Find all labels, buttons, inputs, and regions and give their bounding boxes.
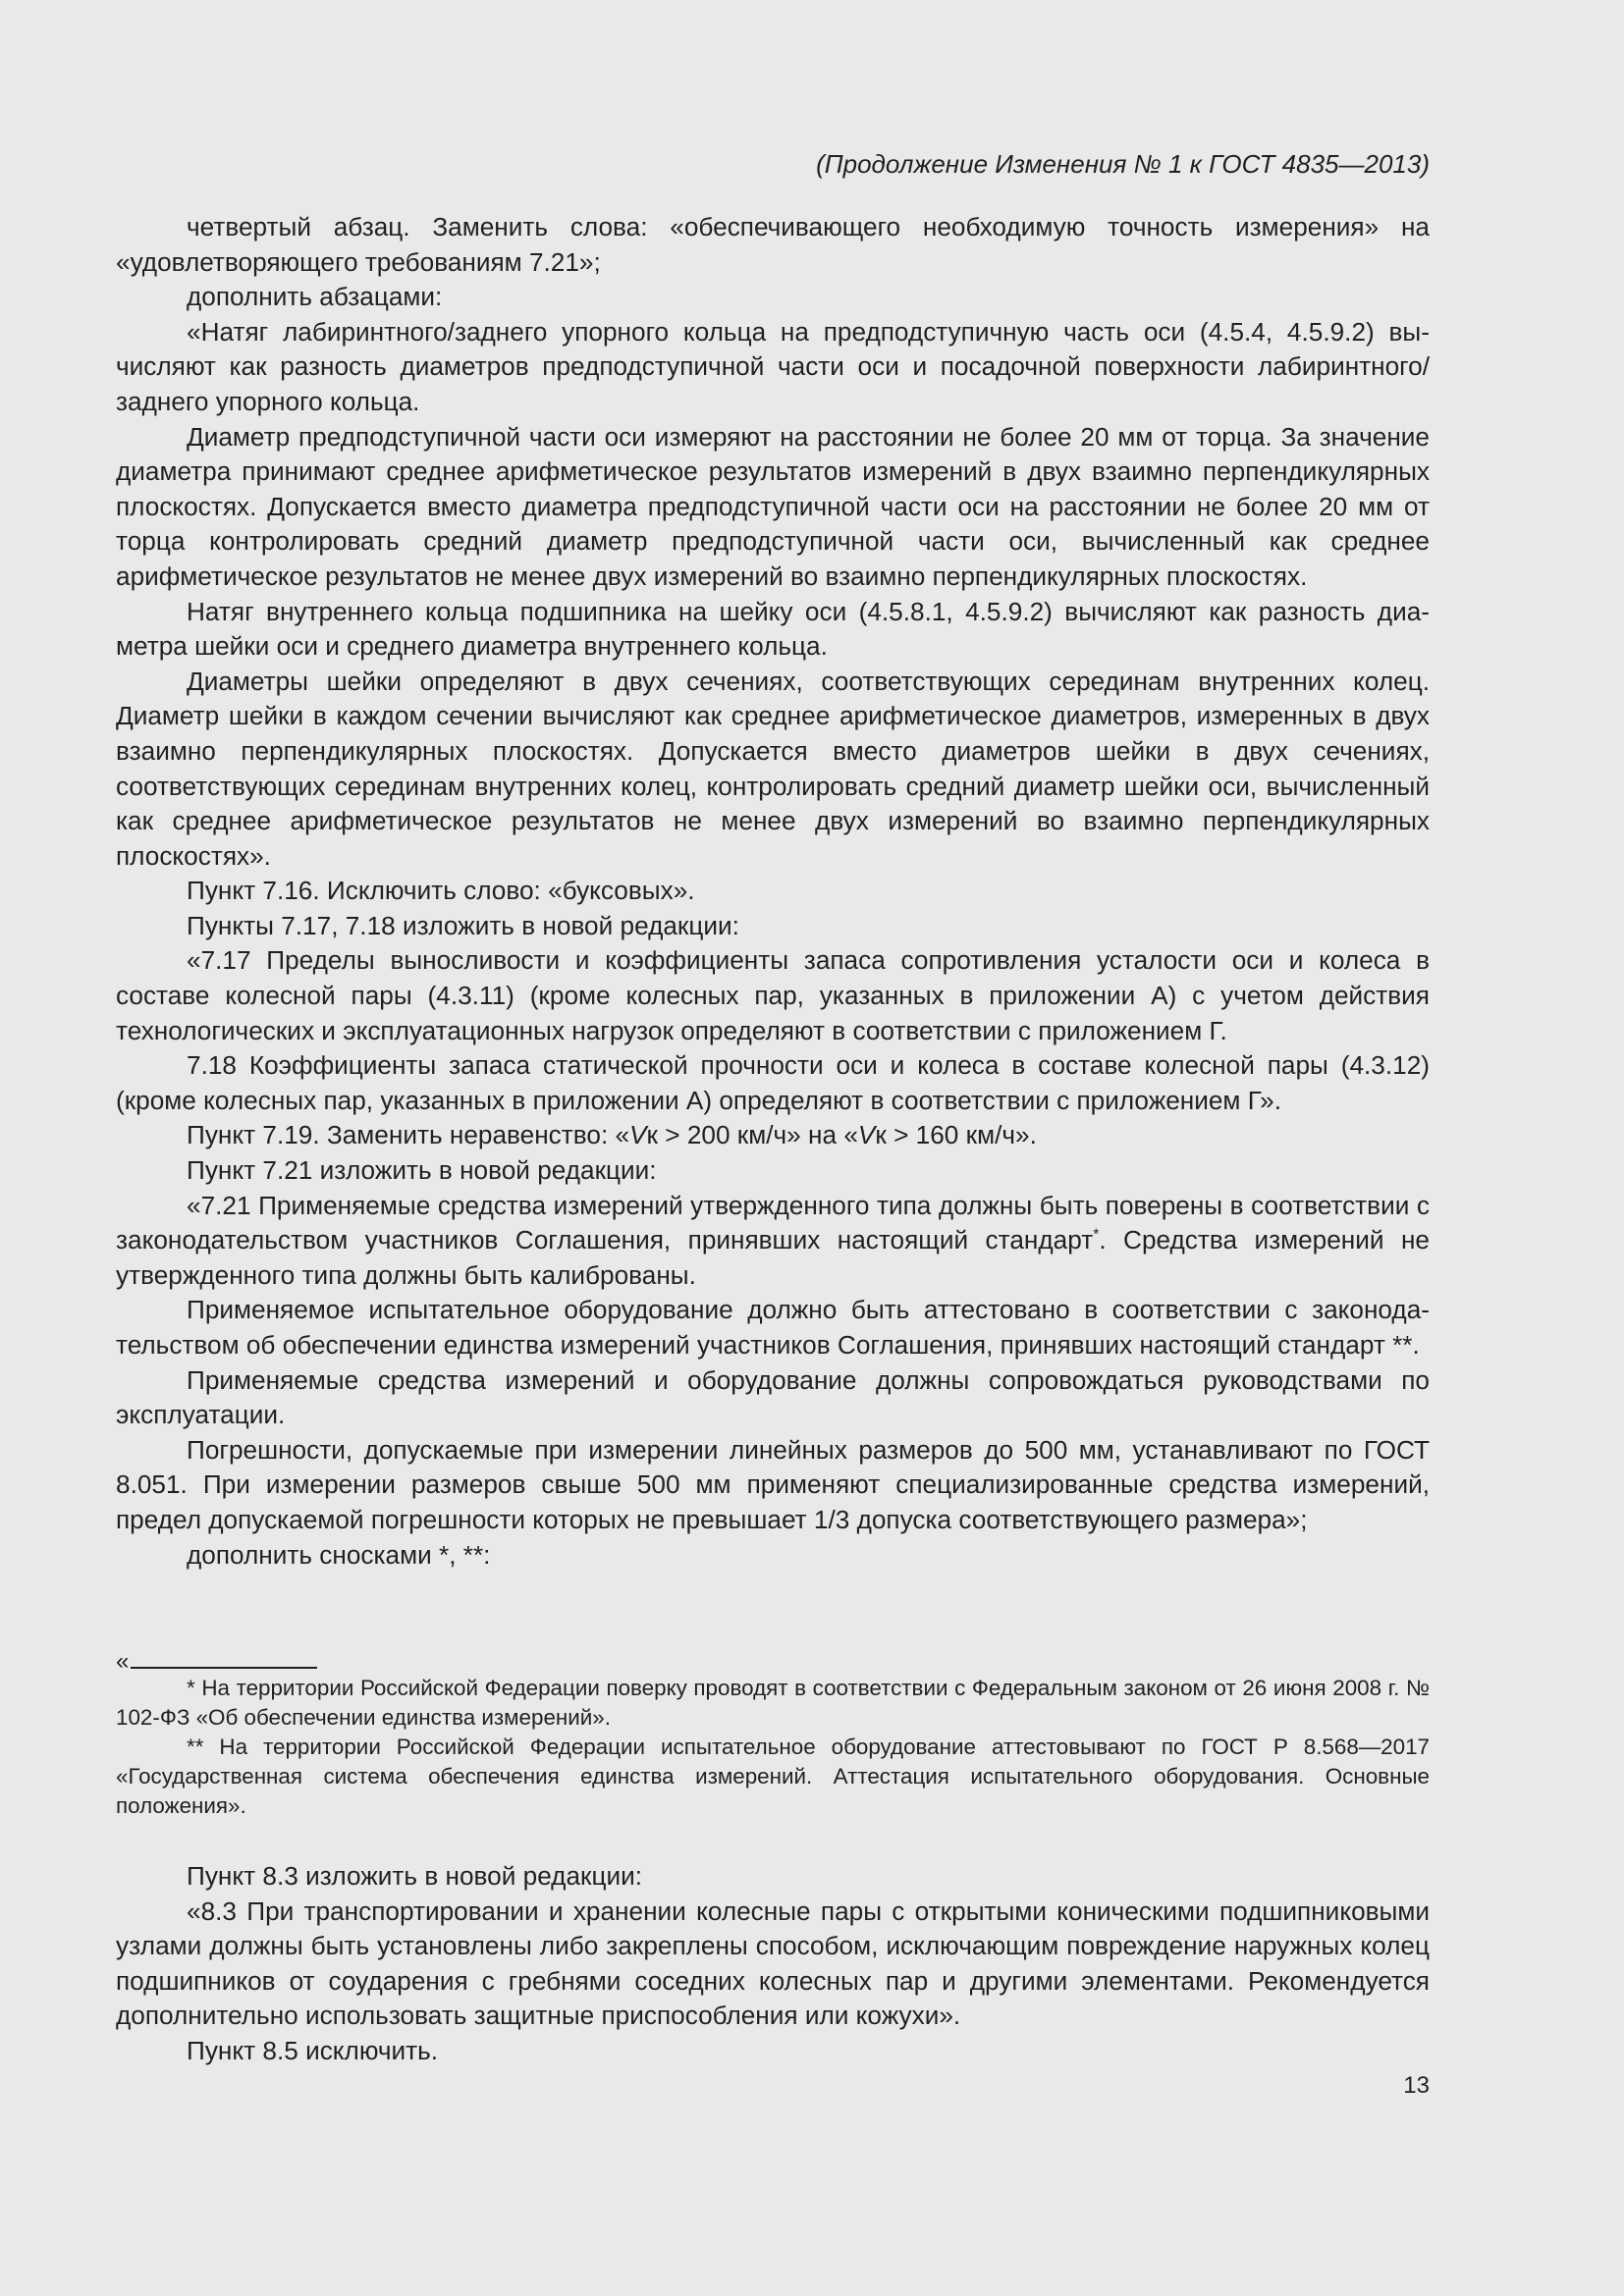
velocity-symbol: V <box>857 1120 876 1150</box>
paragraph: «Натяг лабиринтного/заднего упорного кольца на предподступичную часть оси (4.5.4, 4.5.9.2) вычисляют как разность диаметров предподступичной части оси и посадочной поверхности лабиринтного/ заднего упорного кольца. <box>116 316 1430 416</box>
paragraph: Диаметры шейки определяют в двух сечениях, соответствующих серединам внутренних колец. Диаметр шейки в каждом сечении вычисляют как среднее арифметическое диаметров, измеренных в двух взаимно перпендикулярных плоскостях. Допускается вместо диаметров шейки в двух сечениях, соответствующих серединам внутренних колец, контролировать средний диаметр шейки оси, вычисленный как среднее арифметическое результатов не менее двух измерений во взаимно перпендикулярных плоскостях». <box>116 666 1430 871</box>
paragraph: Пункт 8.3 изложить в новой редакции: <box>187 1861 643 1891</box>
footnote-marker: * <box>1093 1226 1100 1244</box>
text-run: к > 200 км/ч» на « <box>646 1120 858 1150</box>
footnote-separator <box>116 1647 317 1677</box>
footnote: ** На территории Российской Федерации испытательное оборудование аттестовывают по ГОСТ Р 8.568—2017 «Государственная система обеспечения единства измерений. Аттестация испытательного оборудования. Основные положения». <box>116 1735 1430 1818</box>
text-run: «7.21 Применяемые средства измерений утвержденного типа должны быть поверены в соответствии с законодательством участников Соглашения, принявших настоящий стандарт <box>116 1190 1430 1255</box>
running-header: (Продолжение Изменения № 1 к ГОСТ 4835—2013) <box>816 149 1430 179</box>
page-number: 13 <box>1403 2072 1430 2099</box>
paragraph: дополнить сносками *, **: <box>187 1539 491 1570</box>
footnotes <box>116 1674 1430 1821</box>
paragraph: Применяемое испытательное оборудование должно быть аттестовано в соответствии с законодательством об обеспечении единства измерений участников Соглашения, принявших настоящий стандарт **. <box>116 1295 1430 1360</box>
paragraph: Диаметр предподступичной части оси измеряют на расстоянии не более 20 мм от торца. За значение диаметра принимают среднее арифметическое результатов измерений в двух взаимно перпендикулярных плоскостях. Допускается вместо диаметра предподступичной части оси на расстоянии не более 20 мм от торца контролировать средний диаметр предподступичной части оси, вычисленный как среднее арифметическое результатов не менее двух измерений во взаимно перпендикулярных плоскостях. <box>116 421 1430 591</box>
paragraph: Погрешности, допускаемые при измерении линейных размеров до 500 мм, устанавливают по ГОСТ 8.051. При измерении размеров свыше 500 мм применяют специализированные средства измерений, предел допускаемой погрешности которых не превышает 1/3 допуска соответствующего размера»; <box>116 1434 1430 1534</box>
paragraph: дополнить абзацами: <box>187 282 443 312</box>
text-run: к > 160 км/ч». <box>875 1120 1037 1150</box>
paragraph: Пункт 8.5 исключить. <box>187 2035 439 2065</box>
velocity-symbol: V <box>629 1120 647 1150</box>
paragraph: Пункты 7.17, 7.18 изложить в новой редакции: <box>187 910 739 940</box>
text-run: Пункт 7.19. Заменить неравенство: « <box>187 1120 630 1150</box>
paragraph: четвертый абзац. Заменить слова: «обеспечивающего необходимую точность измерения» на «удовлетворяющего требованиям 7.21»; <box>116 212 1430 277</box>
paragraph: 7.18 Коэффициенты запаса статической прочности оси и колеса в составе колесной пары (4.3.12) (кроме колесных пар, указанных в приложении А) определяют в соответствии с приложением Г». <box>116 1050 1430 1115</box>
footnote: * На территории Российской Федерации поверку проводят в соответствии с Федеральным законом от 26 июня 2008 г. № 102-ФЗ «Об обеспечении единства измерений». <box>116 1676 1430 1730</box>
paragraph: «7.17 Пределы выносливости и коэффициенты запаса сопротивления усталости оси и колеса в составе колесной пары (4.3.11) (кроме колесных пар, указанных в приложении А) с учетом действия технологических и эксплуатационных нагрузок определяют в соответствии с приложением Г. <box>116 945 1430 1045</box>
paragraph: «8.3 При транспортировании и хранении колесные пары с открытыми коническими подшипниковыми узлами должны быть установлены либо закреплены способом, исключающим повреждение наружных колец подшипников от соударения с гребнями соседних колесных пар и другими элементами. Рекомендуется дополнительно использовать защитные приспособления или кожухи». <box>116 1896 1430 2031</box>
paragraph: Пункт 7.21 изложить в новой редакции: <box>187 1155 657 1186</box>
paragraph <box>116 1189 1430 1294</box>
text-run: . Средства измерений не утвержденного типа должны быть калиброваны. <box>116 1225 1430 1290</box>
main-text <box>116 210 1430 1573</box>
main-text-continued <box>116 1859 1430 2069</box>
paragraph <box>116 1118 1430 1153</box>
paragraph: Применяемые средства измерений и оборудование должны сопровождаться руководствами по эксплуатации. <box>116 1364 1430 1430</box>
footnote-rule <box>131 1667 317 1669</box>
paragraph: Натяг внутреннего кольца подшипника на шейку оси (4.5.8.1, 4.5.9.2) вычисляют как разность диаметра шейки оси и среднего диаметра внутреннего кольца. <box>116 596 1430 662</box>
opening-quote: « <box>116 1648 130 1675</box>
paragraph: Пункт 7.16. Исключить слово: «буксовых». <box>187 876 695 906</box>
